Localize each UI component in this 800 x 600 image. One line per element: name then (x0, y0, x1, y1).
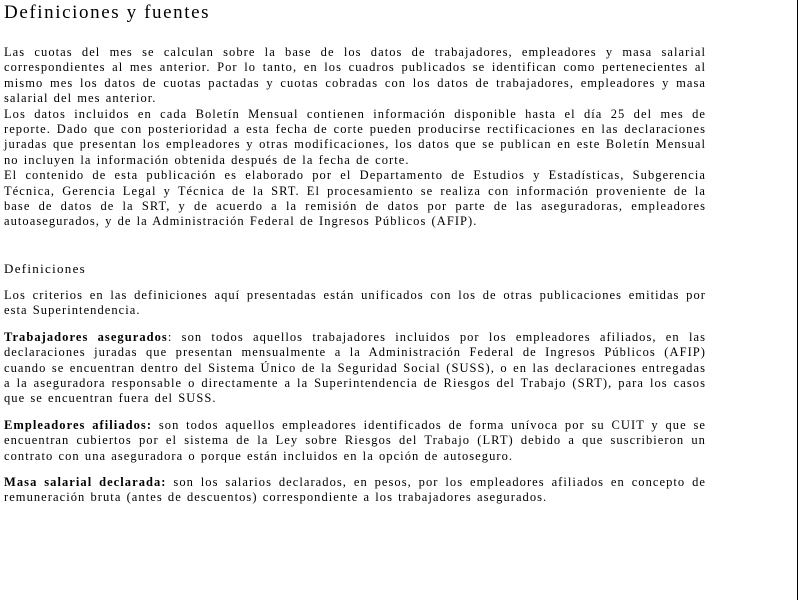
definition-masa-salarial (4, 475, 706, 506)
definition-separator: : (167, 329, 173, 344)
paragraph-datos-incluidos: Los datos incluidos en cada Boletín Mensual contienen información disponible hasta el día 25 del mes de reporte. Dado que con posterioridad a esta fecha de corte pueden producirse rectificaciones en las declaraciones juradas que presentan los empleadores y otras modificaciones, los datos que se publican en este Boletín Mensual no incluyen la información obtenida después de la fecha de corte. (4, 106, 706, 167)
section-title-definiciones: Definiciones (4, 260, 87, 276)
definition-text: son todos aquellos empleadores identificados de forma unívoca por su CUIT y que se encuentran cubiertos por el sistema de la Ley sobre Riesgos del Trabajo (LRT) debido a que suscribieron un contrato con una aseguradora o porque están incluidos en la opción de autoseguro. (4, 417, 706, 463)
definition-text: son los salarios declarados, en pesos, por los empleadores afiliados en concepto de remuneración bruta (antes de descuentos) correspondiente a los trabajadores asegurados. (4, 474, 706, 505)
page-title: Definiciones y fuentes (4, 2, 211, 23)
definition-text: son todos aquellos trabajadores incluidos por los empleadores afiliados, en las declaraciones juradas que presentan mensualmente a la Administración Federal de Ingresos Públicos (AFIP) cuando se encuentran dentro del Sistema Único de la Seguridad Social (SUSS), o en las declaraciones entregadas a la aseguradora responsable o directamente a la Superintendencia de Riesgos del Trabajo (SRT), para los casos que se encuentran fuera del SUSS. (4, 329, 706, 406)
definition-trabajadores-asegurados (4, 330, 706, 407)
paragraph-cuotas: Las cuotas del mes se calculan sobre la base de los datos de trabajadores, empleadores y masa salarial correspondientes al mes anterior. Por lo tanto, en los cuadros publicados se identifican como pertenecientes al mismo mes los datos de cuotas pactadas y cuotas cobradas con los datos de trabajadores, empleadores y masa salarial del mes anterior. (4, 45, 706, 106)
definitions-intro: Los criterios en las definiciones aquí presentadas están unificados con los de otras publicaciones emitidas por esta Superintendencia. (4, 287, 706, 318)
paragraph-contenido: El contenido de esta publicación es elaborado por el Departamento de Estudios y Estadísticas, Subgerencia Técnica, Gerencia Legal y Técnica de la SRT. El procesamiento se realiza con información proveniente de la base de datos de la SRT, y de acuerdo a la remisión de datos por parte de las aseguradoras, empleadores autoasegurados, y de la Administración Federal de Ingresos Públicos (AFIP). (4, 168, 706, 229)
definition-term: Trabajadores asegurados (4, 329, 168, 344)
document-content (4, 0, 706, 506)
definition-term: Empleadores afiliados: (4, 417, 153, 432)
definition-term: Masa salarial declarada: (4, 474, 167, 489)
definition-empleadores-afiliados (4, 418, 706, 464)
